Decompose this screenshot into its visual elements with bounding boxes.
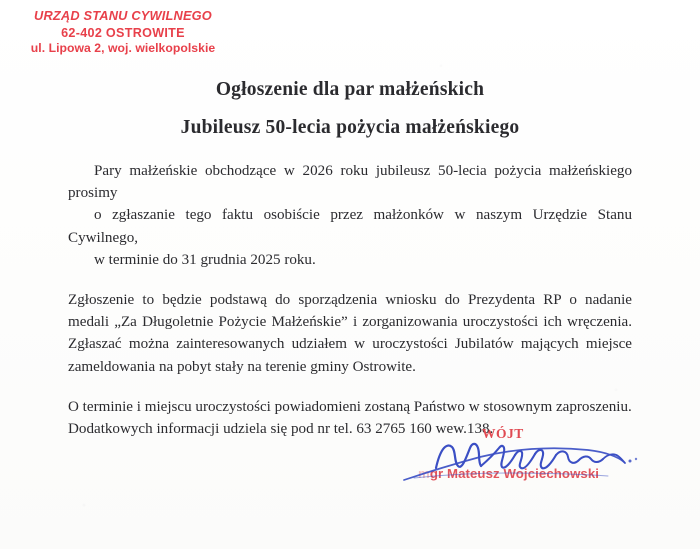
office-stamp (18, 8, 228, 56)
paragraph-1-line-1: Pary małżeńskie obchodzące w 2026 roku jubileusz 50-lecia pożycia małżeńskiego prosimy (68, 163, 632, 202)
paragraph-2-line-1: Zgłoszenie to będzie podstawą do sporządzenia wniosku do Prezydenta RP o nadanie (68, 291, 632, 308)
signature-title: WÓJT (482, 426, 524, 441)
paragraph-2-line-2: medali „Za Długoletnie Pożycie Małżeńskie” i zorganizowania uroczystości ich wręczenia. (68, 314, 632, 331)
paragraph-1-line-3: w terminie do 31 grudnia 2025 roku. (94, 251, 316, 268)
paragraph-3-line-1: O terminie i miejscu uroczystości powiadomieni zostaną Państwo w stosownym zaproszeniu. (68, 398, 632, 415)
office-stamp-line-3: ul. Lipowa 2, woj. wielkopolskie (30, 41, 216, 56)
page-title: Ogłoszenie dla par małżeńskich (215, 79, 485, 100)
page-subtitle: Jubileusz 50-lecia pożycia małżeńskiego (180, 117, 520, 138)
office-stamp-line-2: 62-402 OSTROWITE (61, 25, 185, 40)
paragraph-3-line-2: Dodatkowych informacji udziela się pod nr tel. 63 2765 160 wew.138. (68, 420, 494, 437)
paragraph-2-line-3: Zgłaszać można zainteresowanych udziałem w uroczystości Jubilatów mających miejsce (68, 336, 632, 353)
signature-name-faded-prefix: m (418, 466, 430, 481)
signature-block (410, 424, 660, 504)
paragraph-2-line-4: zameldowania na pobyt stały na terenie gminy Ostrowite. (68, 358, 416, 375)
office-stamp-line-1: URZĄD STANU CYWILNEGO (34, 8, 212, 23)
paragraph-2 (68, 289, 632, 378)
paragraph-1 (68, 160, 632, 271)
paragraph-1-line-2: o zgłaszanie tego faktu osobiście przez małżonków w naszym Urzędzie Stanu Cywilnego, (68, 207, 632, 246)
signature-name (418, 466, 599, 481)
signature-name-text: gr Mateusz Wojciechowski (429, 466, 600, 481)
document-body (68, 160, 632, 440)
